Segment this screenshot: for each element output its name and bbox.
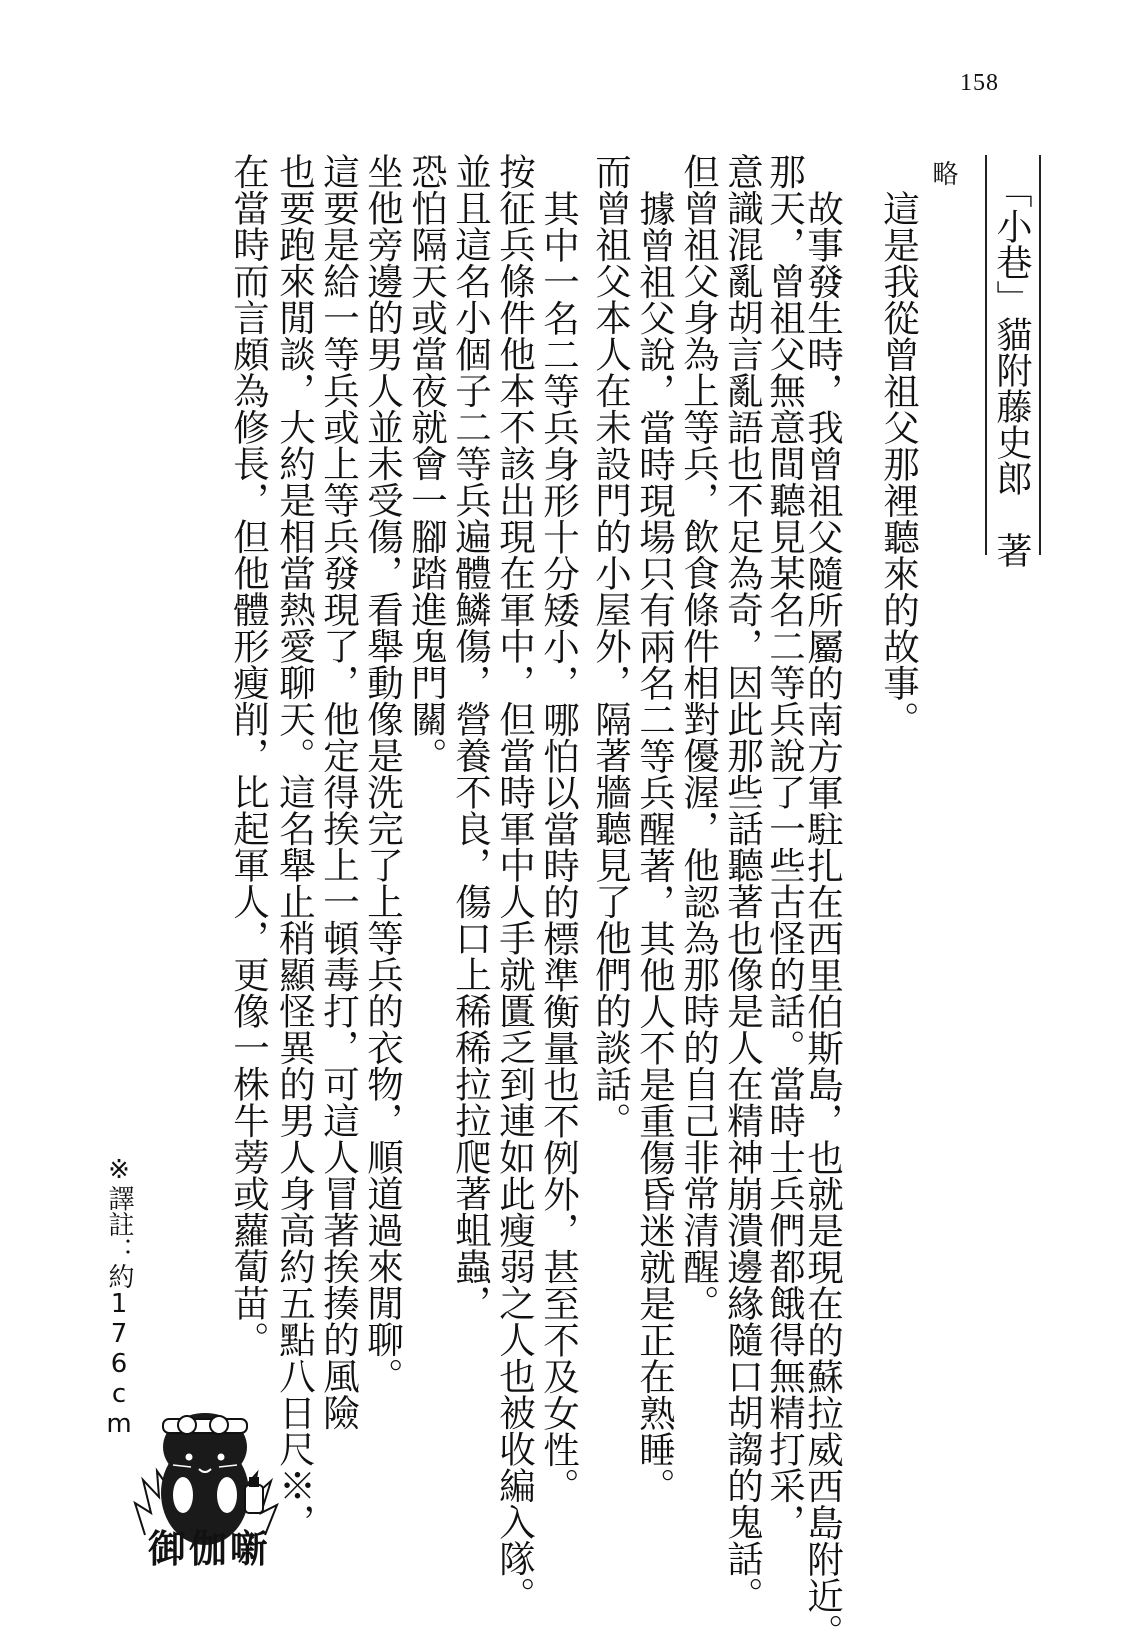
paragraph-line: 故事發生時，我曾祖父隨所屬的南方軍駐扎在西里伯斯島，也就是現在的蘇拉威西島附近。 [801, 190, 845, 1650]
signature: 御伽噺 [148, 1526, 272, 1571]
paragraph-line: 意識混亂胡言亂語也不足為奇，因此那些話聽著也像是人在精神崩潰邊緣隨口胡謅的鬼話。 [721, 153, 765, 1613]
paragraph-line: 其中一名二等兵身形十分矮小，哪怕以當時的標準衡量也不例外，甚至不及女性。 [537, 190, 581, 1504]
paragraph-line: 恐怕隔天或當夜就會一腳踏進鬼門關。 [405, 153, 449, 774]
paragraph-line: 這是我從曾祖父那裡聽來的故事。 [877, 190, 921, 738]
paragraph-line: 這要是給一等兵或上等兵發現了，他定得挨上一頓毒打，可這人冒著挨揍的風險 [317, 153, 361, 1431]
paragraph-line: 並且這名小個子二等兵遍體鱗傷，營養不良，傷口上稀稀拉拉爬著蛆蟲， [449, 153, 493, 1321]
paragraph-line: 在當時而言頗為修長，但他體形瘦削，比起軍人，更像一株牛蒡或蘿蔔苗。 [227, 153, 271, 1358]
paragraph-line: 那天，曾祖父無意間聽見某名二等兵說了一些古怪的話。當時士兵們都餓得無精打采， [763, 153, 807, 1540]
paragraph-line: 坐他旁邊的男人並未受傷，看舉動像是洗完了上等兵的衣物，順道過來閒聊。 [361, 153, 405, 1394]
translator-footnote: ※譯註：約176cm [104, 1155, 134, 1439]
paragraph-line: 也要跑來閒談，大約是相當熱愛聊天。這名舉止稍顯怪異的男人身高約五點八日尺※， [273, 153, 317, 1540]
story-title: 「小巷」貓附藤史郎 著 [991, 172, 1032, 568]
paragraph-line: 按征兵條件他本不該出現在軍中，但當時軍中人手就匱乏到連如此瘦弱之人也被收編入隊。 [493, 153, 537, 1613]
paragraph-line: 據曾祖父說，當時現場只有兩名二等兵醒著，其他人不是重傷昏迷就是正在熟睡。 [633, 190, 677, 1504]
paragraph-line: 但曾祖父身為上等兵，飲食條件相對優渥，他認為那時的自己非常清醒。 [677, 153, 721, 1321]
page-number: 158 [960, 70, 999, 96]
abbrev-note: 略 [928, 160, 958, 186]
paragraph-line: 而曾祖父本人在未設門的小屋外，隔著牆聽見了他們的談話。 [589, 153, 633, 1139]
